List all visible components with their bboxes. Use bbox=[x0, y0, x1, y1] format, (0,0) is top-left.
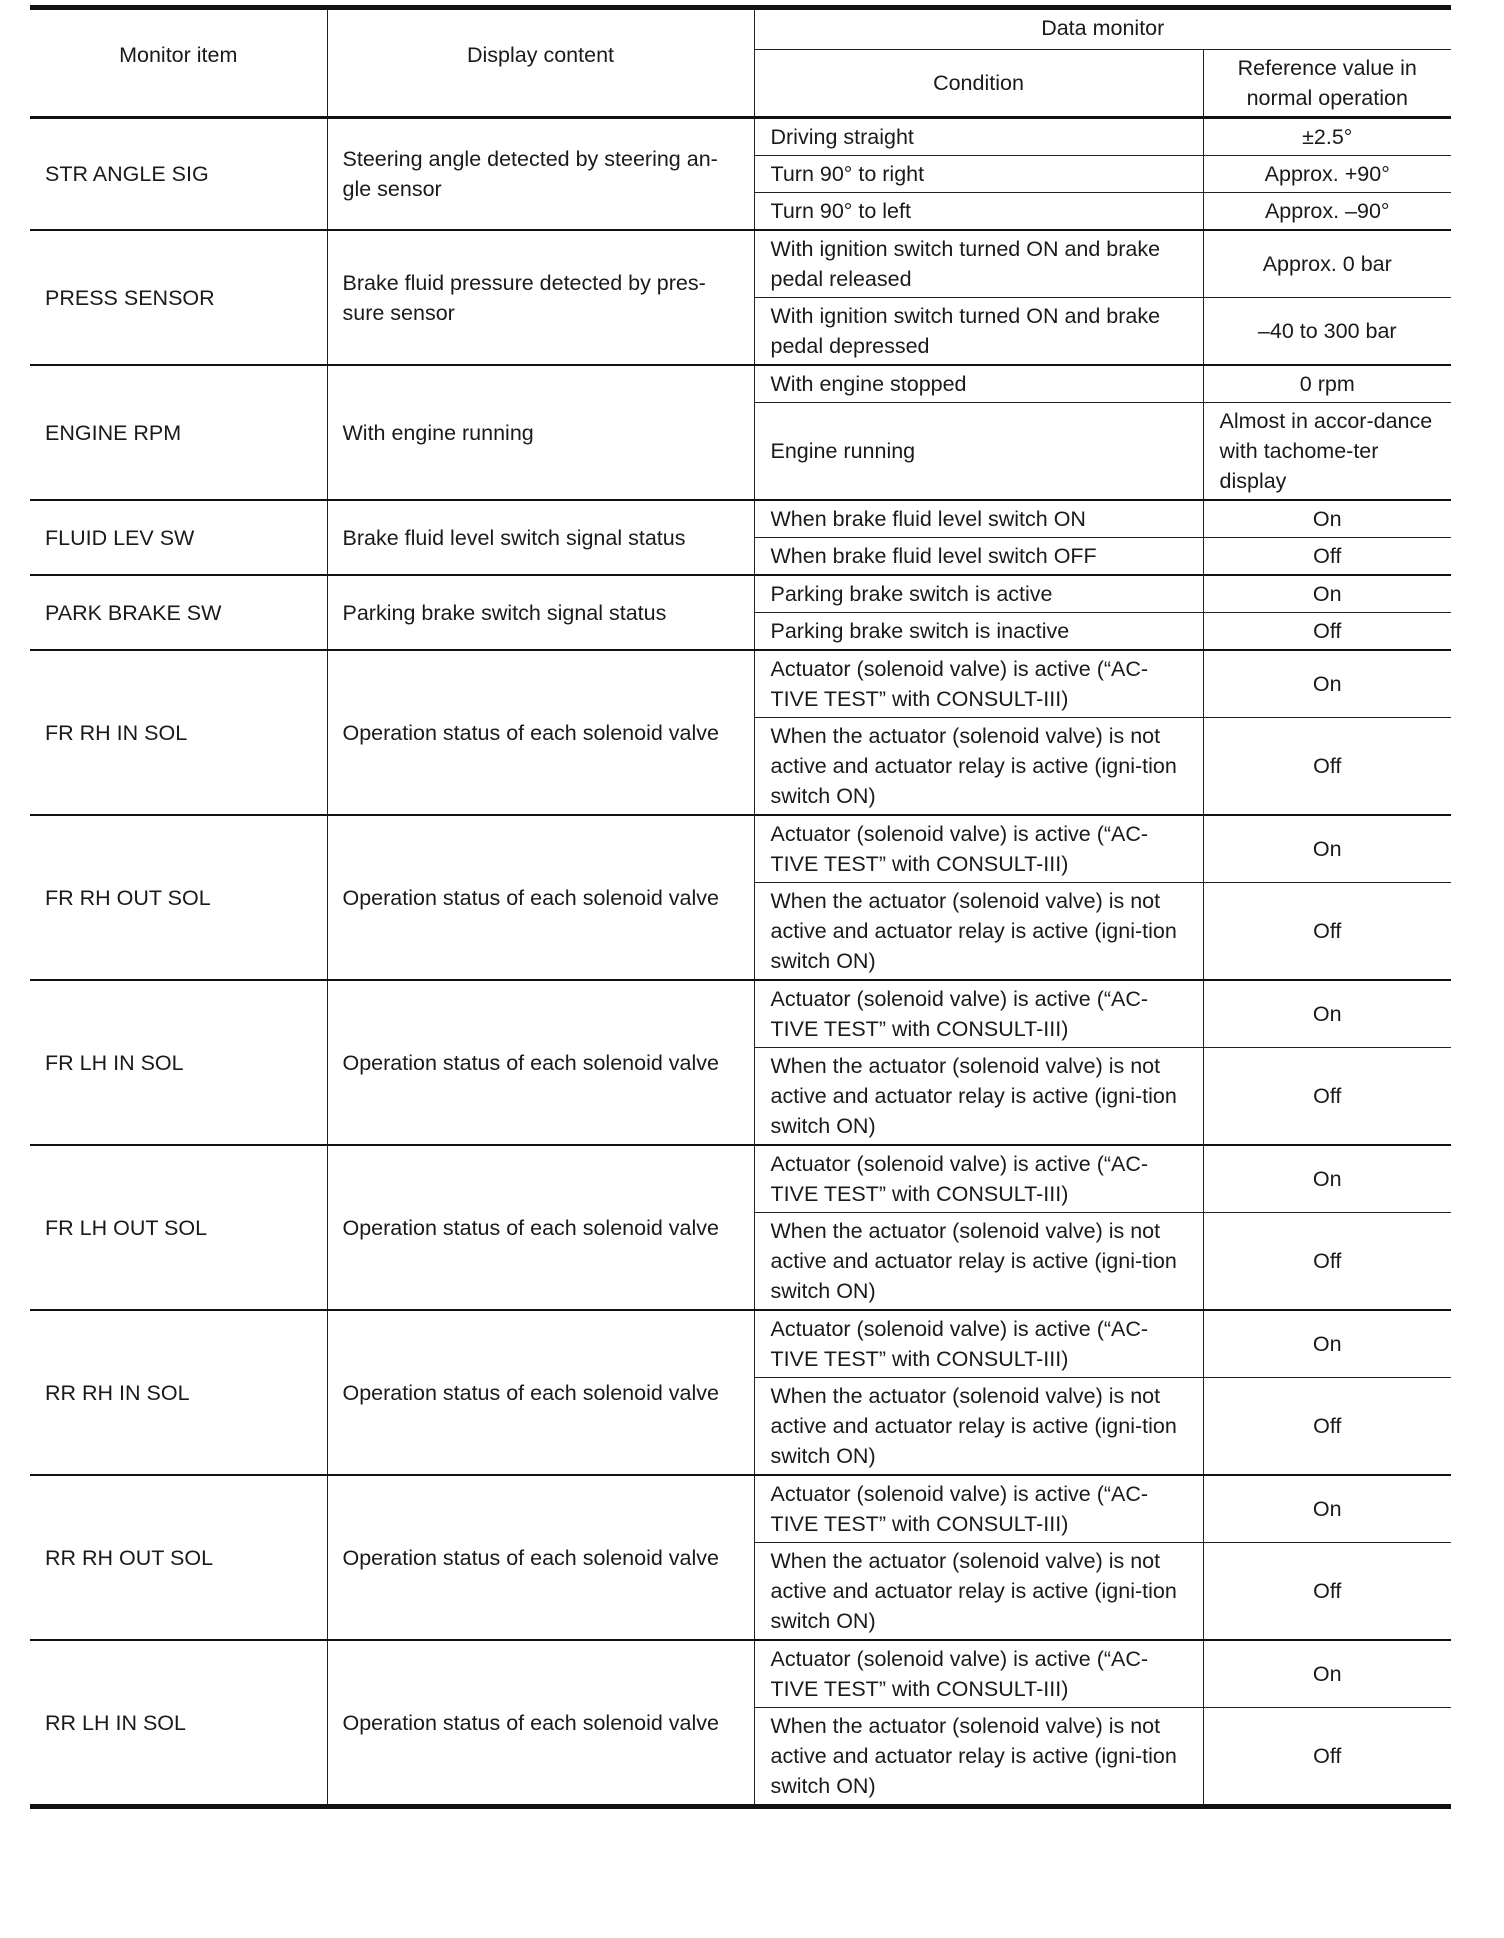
condition-cell: Actuator (solenoid valve) is active (“AC-TIVE TEST” with CONSULT-III) bbox=[754, 1640, 1203, 1708]
condition-cell: Engine running bbox=[754, 403, 1203, 501]
condition-cell: When the actuator (solenoid valve) is not active and actuator relay is active (igni-tion switch ON) bbox=[754, 718, 1203, 816]
table-row bbox=[30, 650, 1451, 718]
monitor-item-cell: PRESS SENSOR bbox=[30, 230, 327, 365]
header-data-monitor: Data monitor bbox=[754, 8, 1451, 50]
reference-value-cell: Approx. +90° bbox=[1203, 156, 1451, 193]
reference-value-cell: On bbox=[1203, 1310, 1451, 1378]
condition-cell: When the actuator (solenoid valve) is not active and actuator relay is active (igni-tion switch ON) bbox=[754, 883, 1203, 981]
monitor-item-cell: FLUID LEV SW bbox=[30, 500, 327, 575]
header-display-content: Display content bbox=[327, 8, 754, 118]
table-row bbox=[30, 118, 1451, 156]
reference-value-cell: Off bbox=[1203, 1708, 1451, 1807]
display-content-cell: Operation status of each solenoid valve bbox=[327, 1145, 754, 1310]
monitor-item-cell: RR RH OUT SOL bbox=[30, 1475, 327, 1640]
header-reference-value: Reference value in normal operation bbox=[1203, 50, 1451, 118]
condition-cell: When the actuator (solenoid valve) is not active and actuator relay is active (igni-tion switch ON) bbox=[754, 1378, 1203, 1476]
reference-value-cell: ±2.5° bbox=[1203, 118, 1451, 156]
reference-value-cell: On bbox=[1203, 815, 1451, 883]
table-row bbox=[30, 815, 1451, 883]
reference-value-cell: 0 rpm bbox=[1203, 365, 1451, 403]
condition-cell: With ignition switch turned ON and brake pedal depressed bbox=[754, 298, 1203, 366]
display-content-cell: Operation status of each solenoid valve bbox=[327, 1310, 754, 1475]
table-row bbox=[30, 1475, 1451, 1543]
condition-cell: When the actuator (solenoid valve) is not active and actuator relay is active (igni-tion switch ON) bbox=[754, 1543, 1203, 1641]
reference-value-cell: Off bbox=[1203, 1213, 1451, 1311]
monitor-item-cell: FR RH OUT SOL bbox=[30, 815, 327, 980]
display-content-cell: Operation status of each solenoid valve bbox=[327, 815, 754, 980]
table-row bbox=[30, 980, 1451, 1048]
monitor-item-cell: FR LH IN SOL bbox=[30, 980, 327, 1145]
reference-value-cell: On bbox=[1203, 1475, 1451, 1543]
condition-cell: When the actuator (solenoid valve) is not active and actuator relay is active (igni-tion switch ON) bbox=[754, 1048, 1203, 1146]
condition-cell: Parking brake switch is active bbox=[754, 575, 1203, 613]
table-row bbox=[30, 1640, 1451, 1708]
condition-cell: When the actuator (solenoid valve) is not active and actuator relay is active (igni-tion switch ON) bbox=[754, 1708, 1203, 1807]
condition-cell: Parking brake switch is inactive bbox=[754, 613, 1203, 651]
condition-cell: When the actuator (solenoid valve) is not active and actuator relay is active (igni-tion switch ON) bbox=[754, 1213, 1203, 1311]
header-row bbox=[30, 8, 1451, 50]
reference-value-cell: Off bbox=[1203, 883, 1451, 981]
reference-value-cell: Approx. –90° bbox=[1203, 193, 1451, 231]
condition-cell: Turn 90° to right bbox=[754, 156, 1203, 193]
condition-cell: Actuator (solenoid valve) is active (“AC-TIVE TEST” with CONSULT-III) bbox=[754, 1145, 1203, 1213]
table-row bbox=[30, 365, 1451, 403]
table-body bbox=[30, 118, 1451, 1807]
condition-cell: Turn 90° to left bbox=[754, 193, 1203, 231]
data-monitor-table-wrapper bbox=[30, 5, 1451, 1809]
table-row bbox=[30, 500, 1451, 538]
reference-value-cell: On bbox=[1203, 575, 1451, 613]
monitor-item-cell: FR RH IN SOL bbox=[30, 650, 327, 815]
monitor-item-cell: ENGINE RPM bbox=[30, 365, 327, 500]
reference-value-cell: Off bbox=[1203, 538, 1451, 576]
monitor-item-cell: RR RH IN SOL bbox=[30, 1310, 327, 1475]
condition-cell: Actuator (solenoid valve) is active (“AC-TIVE TEST” with CONSULT-III) bbox=[754, 815, 1203, 883]
display-content-cell: Brake fluid level switch signal status bbox=[327, 500, 754, 575]
data-monitor-table bbox=[30, 5, 1451, 1809]
display-content-cell: Steering angle detected by steering an-gle sensor bbox=[327, 118, 754, 231]
condition-cell: With engine stopped bbox=[754, 365, 1203, 403]
reference-value-cell: Off bbox=[1203, 1378, 1451, 1476]
display-content-cell: Parking brake switch signal status bbox=[327, 575, 754, 650]
display-content-cell: Operation status of each solenoid valve bbox=[327, 980, 754, 1145]
display-content-cell: Brake fluid pressure detected by pres-sure sensor bbox=[327, 230, 754, 365]
reference-value-cell: On bbox=[1203, 1145, 1451, 1213]
reference-value-cell: Off bbox=[1203, 1048, 1451, 1146]
display-content-cell: With engine running bbox=[327, 365, 754, 500]
condition-cell: When brake fluid level switch OFF bbox=[754, 538, 1203, 576]
display-content-cell: Operation status of each solenoid valve bbox=[327, 1640, 754, 1807]
monitor-item-cell: FR LH OUT SOL bbox=[30, 1145, 327, 1310]
condition-cell: When brake fluid level switch ON bbox=[754, 500, 1203, 538]
display-content-cell: Operation status of each solenoid valve bbox=[327, 650, 754, 815]
header-monitor-item: Monitor item bbox=[30, 8, 327, 118]
reference-value-cell: Off bbox=[1203, 1543, 1451, 1641]
monitor-item-cell: STR ANGLE SIG bbox=[30, 118, 327, 231]
table-row bbox=[30, 575, 1451, 613]
reference-value-cell: Approx. 0 bar bbox=[1203, 230, 1451, 298]
reference-value-cell: On bbox=[1203, 1640, 1451, 1708]
condition-cell: Actuator (solenoid valve) is active (“AC-TIVE TEST” with CONSULT-III) bbox=[754, 650, 1203, 718]
monitor-item-cell: PARK BRAKE SW bbox=[30, 575, 327, 650]
header-condition: Condition bbox=[754, 50, 1203, 118]
reference-value-cell: Off bbox=[1203, 718, 1451, 816]
reference-value-cell: On bbox=[1203, 650, 1451, 718]
condition-cell: Actuator (solenoid valve) is active (“AC-TIVE TEST” with CONSULT-III) bbox=[754, 980, 1203, 1048]
reference-value-cell: Almost in accor-dance with tachome-ter display bbox=[1203, 403, 1451, 501]
reference-value-cell: –40 to 300 bar bbox=[1203, 298, 1451, 366]
table-row bbox=[30, 1145, 1451, 1213]
display-content-cell: Operation status of each solenoid valve bbox=[327, 1475, 754, 1640]
condition-cell: Actuator (solenoid valve) is active (“AC-TIVE TEST” with CONSULT-III) bbox=[754, 1475, 1203, 1543]
table-row bbox=[30, 230, 1451, 298]
reference-value-cell: On bbox=[1203, 500, 1451, 538]
condition-cell: With ignition switch turned ON and brake pedal released bbox=[754, 230, 1203, 298]
condition-cell: Actuator (solenoid valve) is active (“AC-TIVE TEST” with CONSULT-III) bbox=[754, 1310, 1203, 1378]
table-row bbox=[30, 1310, 1451, 1378]
monitor-item-cell: RR LH IN SOL bbox=[30, 1640, 327, 1807]
condition-cell: Driving straight bbox=[754, 118, 1203, 156]
reference-value-cell: Off bbox=[1203, 613, 1451, 651]
reference-value-cell: On bbox=[1203, 980, 1451, 1048]
